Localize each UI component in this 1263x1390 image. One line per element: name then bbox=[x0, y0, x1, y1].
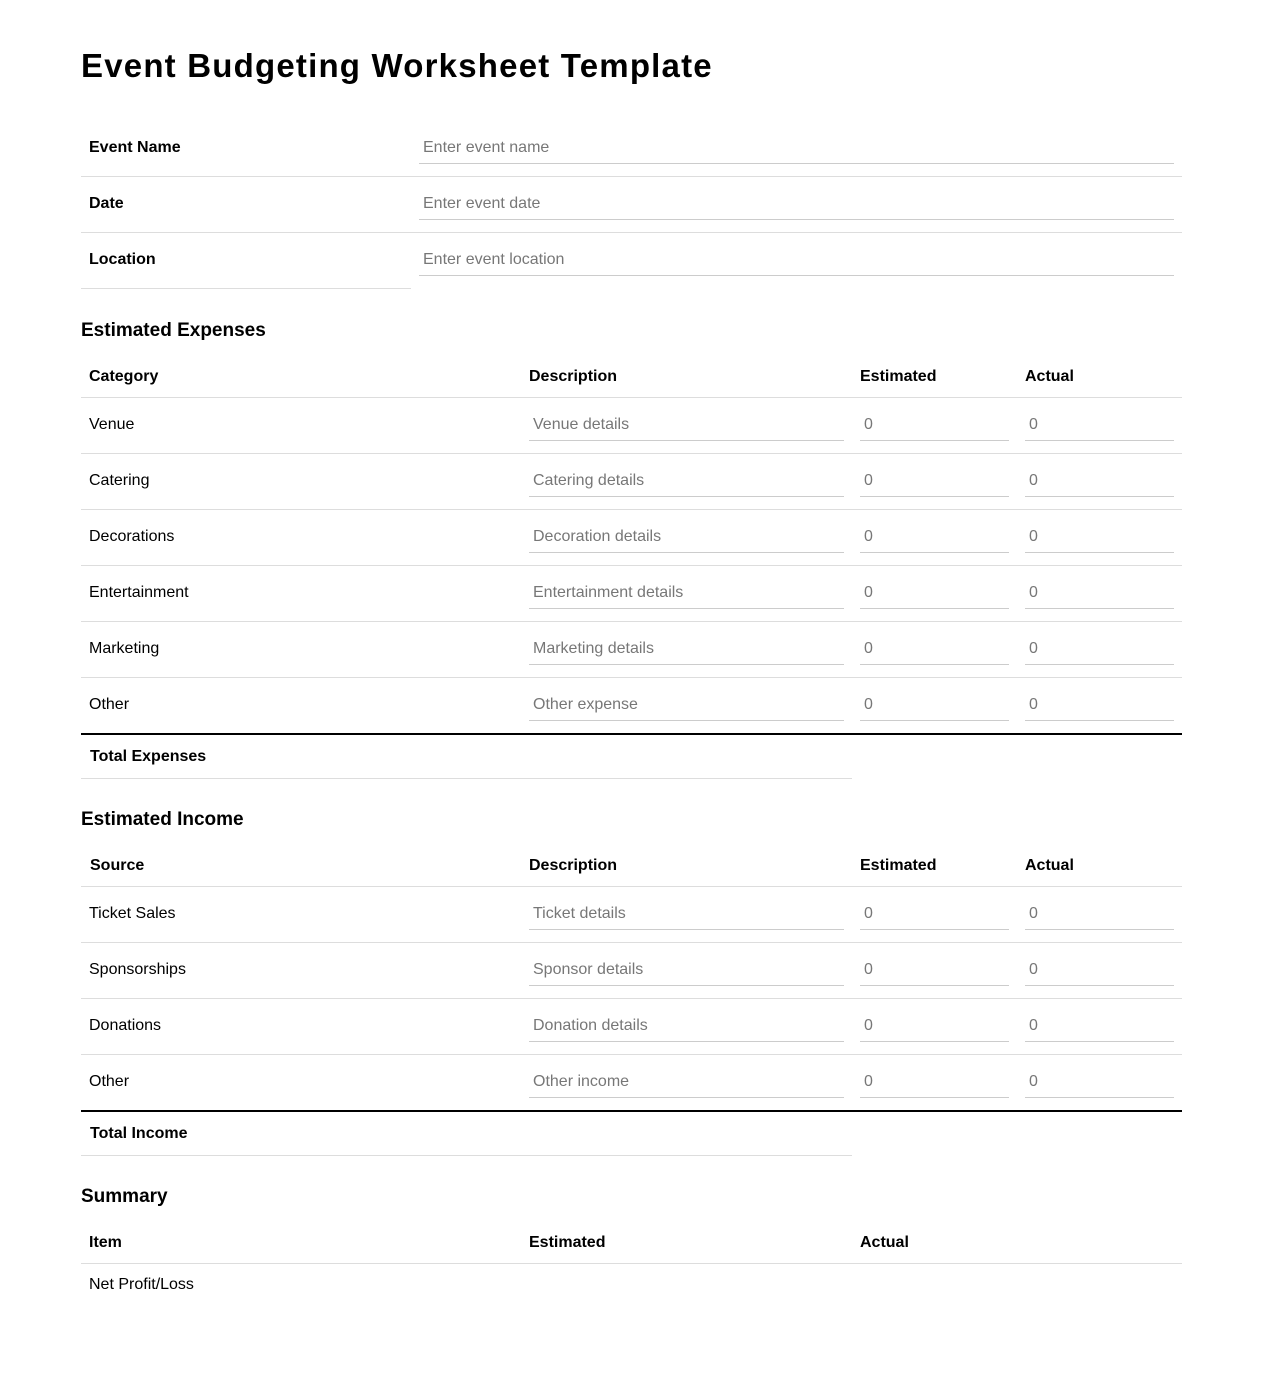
expense-row-catering bbox=[81, 454, 1182, 510]
income-header-row bbox=[81, 844, 1182, 887]
event-date-input[interactable] bbox=[419, 188, 1174, 220]
col-category: Category bbox=[89, 368, 159, 385]
event-date-row bbox=[81, 177, 1182, 233]
expenses-heading: Estimated Expenses bbox=[81, 320, 266, 341]
summary-header-row bbox=[81, 1221, 1182, 1264]
event-location-row bbox=[81, 233, 1182, 289]
col-estimated: Estimated bbox=[529, 1234, 606, 1251]
col-description: Description bbox=[529, 368, 618, 385]
expense-estimated-input[interactable] bbox=[860, 577, 1009, 609]
col-actual: Actual bbox=[1025, 368, 1074, 385]
income-estimated-input[interactable] bbox=[860, 954, 1009, 986]
expense-description-input[interactable] bbox=[529, 465, 844, 497]
expense-description-input[interactable] bbox=[529, 689, 844, 721]
income-source: Other bbox=[89, 1073, 130, 1090]
col-source: Source bbox=[90, 857, 145, 874]
income-row-ticket-sales bbox=[81, 887, 1182, 943]
expense-actual-input[interactable] bbox=[1025, 465, 1174, 497]
total-income-label: Total Income bbox=[90, 1125, 188, 1142]
income-row-sponsorships bbox=[81, 943, 1182, 999]
income-description-input[interactable] bbox=[529, 1066, 844, 1098]
event-date-label: Date bbox=[89, 195, 124, 212]
income-heading: Estimated Income bbox=[81, 809, 244, 830]
col-description: Description bbox=[529, 857, 618, 874]
expense-estimated-input[interactable] bbox=[860, 465, 1009, 497]
event-name-input[interactable] bbox=[419, 132, 1174, 164]
expense-row-entertainment bbox=[81, 566, 1182, 622]
income-description-input[interactable] bbox=[529, 898, 844, 930]
expense-category: Catering bbox=[89, 472, 150, 489]
total-expenses-row bbox=[81, 735, 852, 779]
col-estimated: Estimated bbox=[860, 368, 937, 385]
expense-category: Decorations bbox=[89, 528, 175, 545]
event-name-label: Event Name bbox=[89, 139, 181, 156]
expense-description-input[interactable] bbox=[529, 521, 844, 553]
income-estimated-input[interactable] bbox=[860, 1066, 1009, 1098]
total-expenses-label: Total Expenses bbox=[90, 748, 207, 765]
expense-category: Venue bbox=[89, 416, 135, 433]
expense-estimated-input[interactable] bbox=[860, 689, 1009, 721]
expense-row-marketing bbox=[81, 622, 1182, 678]
expense-category: Other bbox=[89, 696, 130, 713]
income-description-input[interactable] bbox=[529, 954, 844, 986]
income-estimated-input[interactable] bbox=[860, 898, 1009, 930]
expense-actual-input[interactable] bbox=[1025, 689, 1174, 721]
event-location-label: Location bbox=[89, 251, 156, 268]
expense-row-decorations bbox=[81, 510, 1182, 566]
event-info-section bbox=[81, 121, 1182, 289]
expense-description-input[interactable] bbox=[529, 577, 844, 609]
summary-heading: Summary bbox=[81, 1186, 168, 1207]
expenses-header-row bbox=[81, 355, 1182, 398]
income-row-other bbox=[81, 1055, 1182, 1112]
expense-category: Marketing bbox=[89, 640, 160, 657]
income-actual-input[interactable] bbox=[1025, 898, 1174, 930]
income-description-input[interactable] bbox=[529, 1010, 844, 1042]
col-item: Item bbox=[89, 1234, 122, 1251]
expense-category: Entertainment bbox=[89, 584, 189, 601]
expense-estimated-input[interactable] bbox=[860, 521, 1009, 553]
income-actual-input[interactable] bbox=[1025, 1010, 1174, 1042]
total-income-row bbox=[81, 1112, 852, 1156]
income-table bbox=[81, 844, 1182, 1156]
income-row-donations bbox=[81, 999, 1182, 1055]
expense-row-other bbox=[81, 678, 1182, 735]
income-actual-input[interactable] bbox=[1025, 1066, 1174, 1098]
income-actual-input[interactable] bbox=[1025, 954, 1174, 986]
summary-table bbox=[81, 1221, 1182, 1306]
expense-actual-input[interactable] bbox=[1025, 521, 1174, 553]
col-actual: Actual bbox=[1025, 857, 1074, 874]
expense-estimated-input[interactable] bbox=[860, 409, 1009, 441]
expense-actual-input[interactable] bbox=[1025, 577, 1174, 609]
income-estimated-input[interactable] bbox=[860, 1010, 1009, 1042]
summary-row-net-profit bbox=[81, 1264, 1182, 1306]
expense-estimated-input[interactable] bbox=[860, 633, 1009, 665]
col-estimated: Estimated bbox=[860, 857, 937, 874]
expense-actual-input[interactable] bbox=[1025, 409, 1174, 441]
expense-description-input[interactable] bbox=[529, 409, 844, 441]
expense-row-venue bbox=[81, 398, 1182, 454]
event-name-row bbox=[81, 121, 1182, 177]
income-source: Ticket Sales bbox=[89, 905, 176, 922]
expense-description-input[interactable] bbox=[529, 633, 844, 665]
income-source: Donations bbox=[89, 1017, 162, 1034]
col-actual: Actual bbox=[860, 1234, 909, 1251]
page-title: Event Budgeting Worksheet Template bbox=[81, 47, 713, 84]
income-source: Sponsorships bbox=[89, 961, 186, 978]
summary-item-label: Net Profit/Loss bbox=[89, 1276, 194, 1293]
expense-actual-input[interactable] bbox=[1025, 633, 1174, 665]
expenses-table bbox=[81, 355, 1182, 779]
event-location-input[interactable] bbox=[419, 244, 1174, 276]
